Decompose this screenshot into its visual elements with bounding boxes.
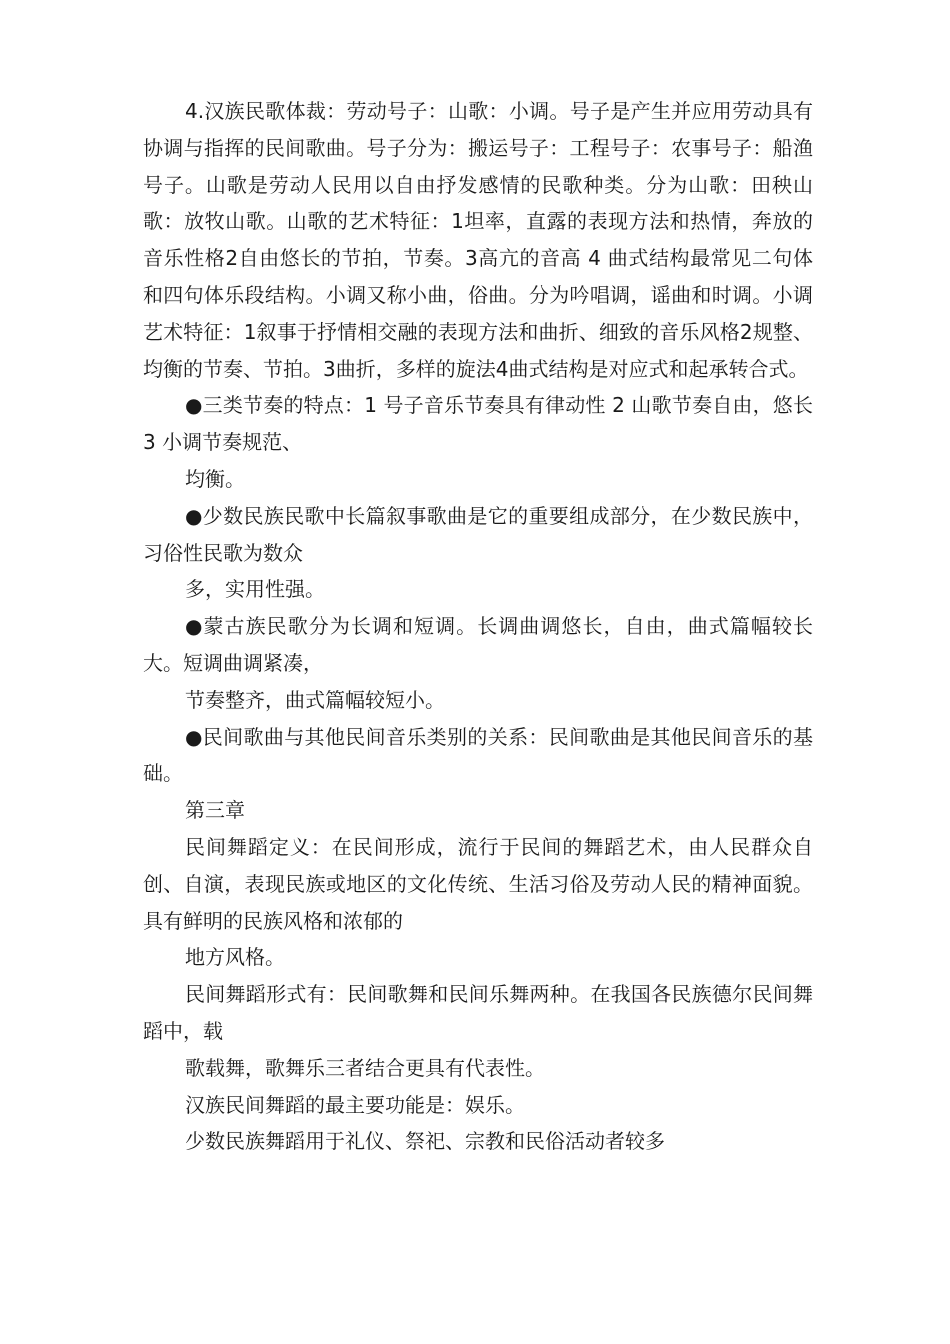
document-body [143,93,813,1160]
paragraph-han-folk-song-genres: 4.汉族民歌体裁：劳动号子：山歌：小调。号子是产生并应用劳动具有协调与指挥的民间歌曲。号子分为：搬运号子：工程号子：农事号子：船渔号子。山歌是劳动人民用以自由抒发感情的民歌种类。分为山歌：田秧山歌：放牧山歌。山歌的艺术特征：1坦率，直露的表现方法和热情，奔放的音乐性格2自由悠长的节拍，节奏。3高亢的音高 4 曲式结构最常见二句体和四句体乐段结构。小调又称小曲，俗曲。分为吟唱调，谣曲和时调。小调艺术特征：1叙事于抒情相交融的表现方法和曲折、细致的音乐风格2规整、均衡的节奏、节拍。3曲折，多样的旋法4曲式结构是对应式和起承转合式。 [143,99,813,381]
paragraph-mongolian-folk-songs: ●蒙古族民歌分为长调和短调。长调曲调悠长，自由，曲式篇幅较长大。短调曲调紧凑， [143,614,813,675]
paragraph-minority-folk-songs: ●少数民族民歌中长篇叙事歌曲是它的重要组成部分，在少数民族中，习俗性民歌为数众 [143,503,813,565]
paragraph-folk-dance-forms-continued: 歌载舞，歌舞乐三者结合更具有代表性。 [185,1055,545,1080]
paragraph-rhythm-features: ●三类节奏的特点：1 号子音乐节奏具有律动性 2 山歌节奏自由，悠长 3 小调节奏规范、 [143,393,813,455]
chapter-heading: 第三章 [185,798,245,823]
paragraph-han-dance-function: 汉族民间舞蹈的最主要功能是：娱乐。 [185,1092,525,1117]
paragraph-mongolian-folk-songs-continued: 节奏整齐，曲式篇幅较短小。 [185,687,445,712]
paragraph-minority-folk-songs-continued: 多，实用性强。 [185,577,325,602]
paragraph-folk-song-relationship: ●民间歌曲与其他民间音乐类别的关系：民间歌曲是其他民间音乐的基础。 [143,724,813,786]
paragraph-folk-dance-forms: 民间舞蹈形式有：民间歌舞和民间乐舞两种。在我国各民族德尔民间舞蹈中，载 [143,982,813,1043]
paragraph-folk-dance-definition: 民间舞蹈定义：在民间形成，流行于民间的舞蹈艺术，由人民群众自创、自演，表现民族或地区的文化传统、生活习俗及劳动人民的精神面貌。具有鲜明的民族风格和浓郁的 [143,834,813,933]
paragraph-folk-dance-definition-continued: 地方风格。 [185,945,285,970]
paragraph-minority-dance-usage: 少数民族舞蹈用于礼仪、祭祀、宗教和民俗活动者较多 [185,1129,665,1154]
paragraph-rhythm-features-continued: 均衡。 [185,466,245,491]
